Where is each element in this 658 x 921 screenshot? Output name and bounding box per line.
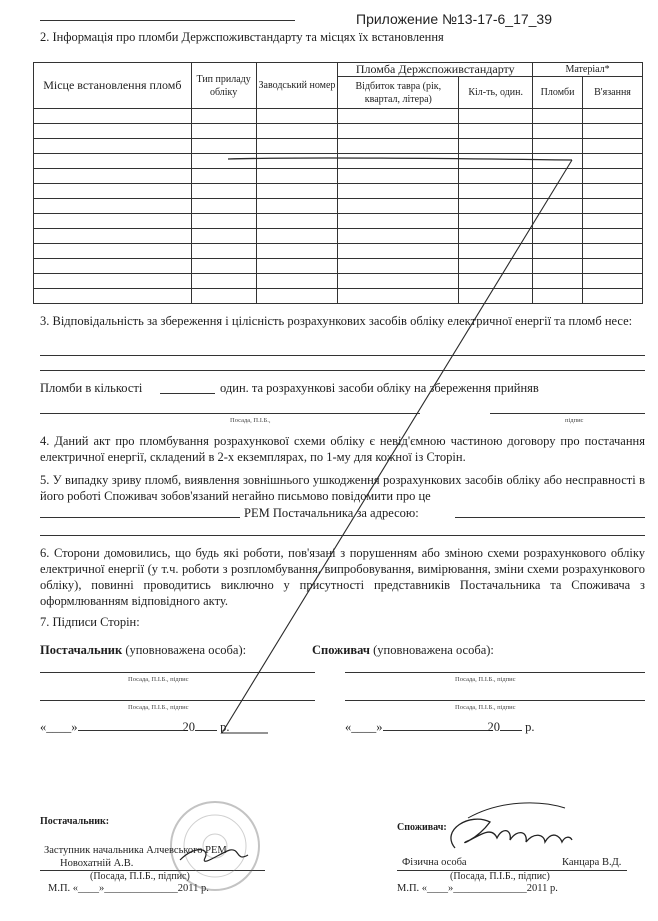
footer-consumer-position: Фізична особа [402,857,467,868]
th-seal-group: Пломба Держспоживстандарту [338,63,533,77]
diagonal-strike-line [222,160,572,733]
section-5-text: 5. У випадку зриву пломб, виявлення зовнішнього ушкодження розрахункових засобів обліку або несправності в його роботі Споживач зобов'язаний негайно письмово повідомити про це [40,473,645,503]
footer-consumer-title: Споживач: [397,822,447,833]
footer-supplier-mp: М.П. «____»______________2011 р. [48,883,209,894]
th-imprint: Відбиток тавра (рік, квартал, літера) [338,77,459,109]
supplier-signature [180,850,248,862]
consumer-cap-2: Посада, П.І.Б., підпис [455,704,516,711]
consumer-authorized: (уповноважена особа): [373,643,494,657]
th-serial: Заводський номер [256,63,338,109]
supplier-authorized: (уповноважена особа): [125,643,247,657]
footer-supplier-name: Новохатній А.В. [60,858,134,869]
consumer-signature [451,819,572,848]
section-6-text: 6. Сторони домовились, що будь які роботи, пов'язані з порушенням або зміною схеми розрахункового обліку електричної енергії (у т.ч. роботи з розпломбування, випробовування, вимірювання, зміни схеми розрахункового обліку), повинні проводитись виключно у присутності представників Постачальника та Споживача з оформлюванням відповідного акту. [40,546,645,608]
supplier-cap-1: Посада, П.І.Б., підпис [128,676,189,683]
supplier-label: Постачальник [40,643,123,657]
th-place: Місце встановлення пломб [34,63,192,109]
consumer-cap-1: Посада, П.І.Б., підпис [455,676,516,683]
th-qty: Кіл-ть, один. [459,77,533,109]
consumer-label: Споживач [312,643,370,657]
footer-supplier-cap: (Посада, П.І.Б., підпис) [90,871,190,882]
accept-cap-position: Посада, П.І.Б., [230,417,271,424]
table-strike-line [228,158,572,160]
accept-text-a: Пломби в кількості [40,381,143,395]
th-material-group: Матеріал* [533,63,643,77]
section-7-title: 7. Підписи Сторін: [40,615,140,629]
accept-cap-sign: підпис [565,417,584,424]
footer-consumer-mp: М.П. «____»______________2011 р. [397,883,558,894]
supplier-date: «____» 20 р. [40,720,230,734]
document-reference: Приложение №13-17-6_17_39 [356,11,552,27]
th-type: Тип приладу обліку [191,63,256,109]
footer-consumer-name: Канцара В.Д. [562,857,622,868]
consumer-date: «____» 20 р. [345,720,535,734]
accept-text-b: один. та розрахункові засоби обліку на збереження прийняв [220,381,539,395]
section-2-title: 2. Інформація про пломби Держспоживстандарту та місцях їх встановлення [40,30,444,44]
th-seals: Пломби [533,77,583,109]
official-stamp [171,802,259,890]
footer-supplier-title: Постачальник: [40,816,110,827]
section-5-rem: РЕМ Постачальника за адресою: [244,506,419,520]
supplier-cap-2: Посада, П.І.Б., підпис [128,704,189,711]
section-4-text: 4. Даний акт про пломбування розрахункової схеми обліку є невід'ємною частиною договору про постачання електричної енергії, складений в 2-х екземплярах, по 1-му для кожної із Сторін. [40,434,645,464]
footer-supplier-position: Заступник начальника Алчевського РЕМ [44,845,227,856]
footer-consumer-cap: (Посада, П.І.Б., підпис) [450,871,550,882]
th-binding: В'язання [583,77,643,109]
section-3-title: 3. Відповідальність за збереження і цілісність розрахункових засобів обліку електричної енергії та пломб несе: [40,314,633,328]
